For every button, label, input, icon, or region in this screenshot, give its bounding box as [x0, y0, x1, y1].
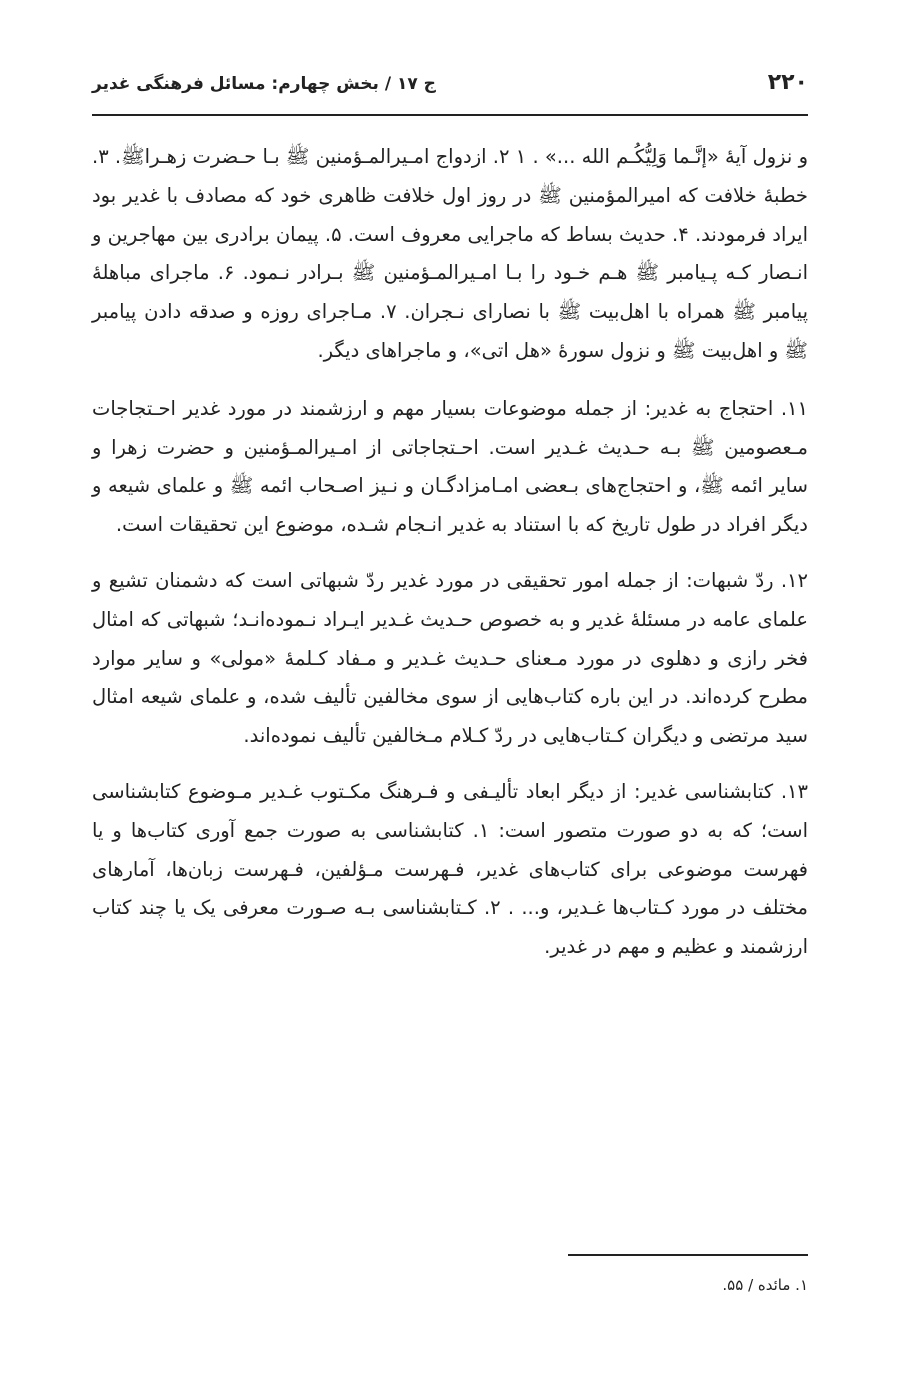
page-header: [92, 68, 808, 108]
footnote: ۱. مائده / ۵۵.: [722, 1276, 808, 1294]
page-number: ۲۲۰: [767, 70, 808, 95]
paragraph-12: ۱۲. ردّ شبهات: از جمله امور تحقيقی در مورد غدير ردّ شبهاتی است که دشمنان تشيع و علمای عامه در مسئلۀ غدير و به خصوص حـديث غـدير ايـراد نـموده‌انـد؛ شبهاتی که امثال فخر رازی و دهلوی در مورد مـعنای حـديث غـدير و مـفاد کـلمۀ «مولی» و ساير موارد مطرح کرده‌اند. در اين باره کتاب‌هايی از سوی مخالفين تأليف شده، و علمای شيعه امثال سيد مرتضی و ديگران کـتاب‌هايی در ردّ کـلام مـخالفين تأليف نموده‌اند.: [92, 568, 808, 748]
header-divider: [92, 114, 808, 116]
paragraph-11: ۱۱. احتجاج به غدير: از جمله موضوعات بسيار مهم و ارزشمند در مورد غدير احـتجاجات مـعصومين ﷺ بـه حـديث غـدير است. احـتجاجاتی از امـيرالمـؤمنين و حضرت زهرا و ساير ائمه ﷺ، و احتجاج‌های بـعضی امـامزادگـان و نـيز اصـحاب ائمه ﷺ و علمای شيعه و ديگر افراد در طول تاريخ که با استناد به غدير انـجام شـده، موضوع اين تحقيقات است.: [92, 396, 808, 537]
footnote-divider: [568, 1254, 808, 1256]
paragraph-13: ۱۳. کتابشناسی غدير: از ديگر ابعاد تأليـفی و فـرهنگ مکـتوب غـدير مـوضوع کتابشناسی است؛ که به دو صورت متصور است: ۱. کتابشناسی به صورت جمع آوری کتاب‌ها و يا فهرست موضوعی برای کتاب‌های غدير، فـهرست مـؤلفين، فـهرست زبان‌ها، آمارهای مختلف در مورد کـتاب‌ها غـدير، و... . ۲. کـتابشناسی بـه صـورت معرفی يک يا چند کتاب ارزشمند و عظيم و مهم در غدير.: [92, 779, 808, 959]
body-text: [92, 138, 808, 984]
paragraph-intro: و نزول آيۀ «إنَّـما وَلِيُّكُـم الله ...» . ۱ ۲. ازدواج امـيرالمـؤمنين ﷺ بـا حـضرت زهـراﷺ. ۳. خطبۀ خلافت که اميرالمؤمنين ﷺ در روز اول خلافت ظاهری خود که مصادف با غدير بود ايراد فرمودند. ۴. حديث بساط که ماجرايی معروف است. ۵. پيمان برادری بين مهاجرين و انـصار کـه پـيامبر ﷺ هـم خـود را بـا امـيرالمـؤمنين ﷺ بـرادر نـمود. ۶. ماجرای مباهلۀ پيامبر ﷺ همراه با اهل‌بيت ﷺ با نصارای نـجران. ۷. مـاجرای روزه و صدقه دادن پيامبر ﷺ و اهل‌بيت ﷺ و نزول سورۀ «هل اتی»، و ماجراهای ديگر.: [92, 145, 809, 362]
running-title: ج ۱۷ / بخش چهارم: مسائل فرهنگی غدیر: [92, 74, 436, 94]
